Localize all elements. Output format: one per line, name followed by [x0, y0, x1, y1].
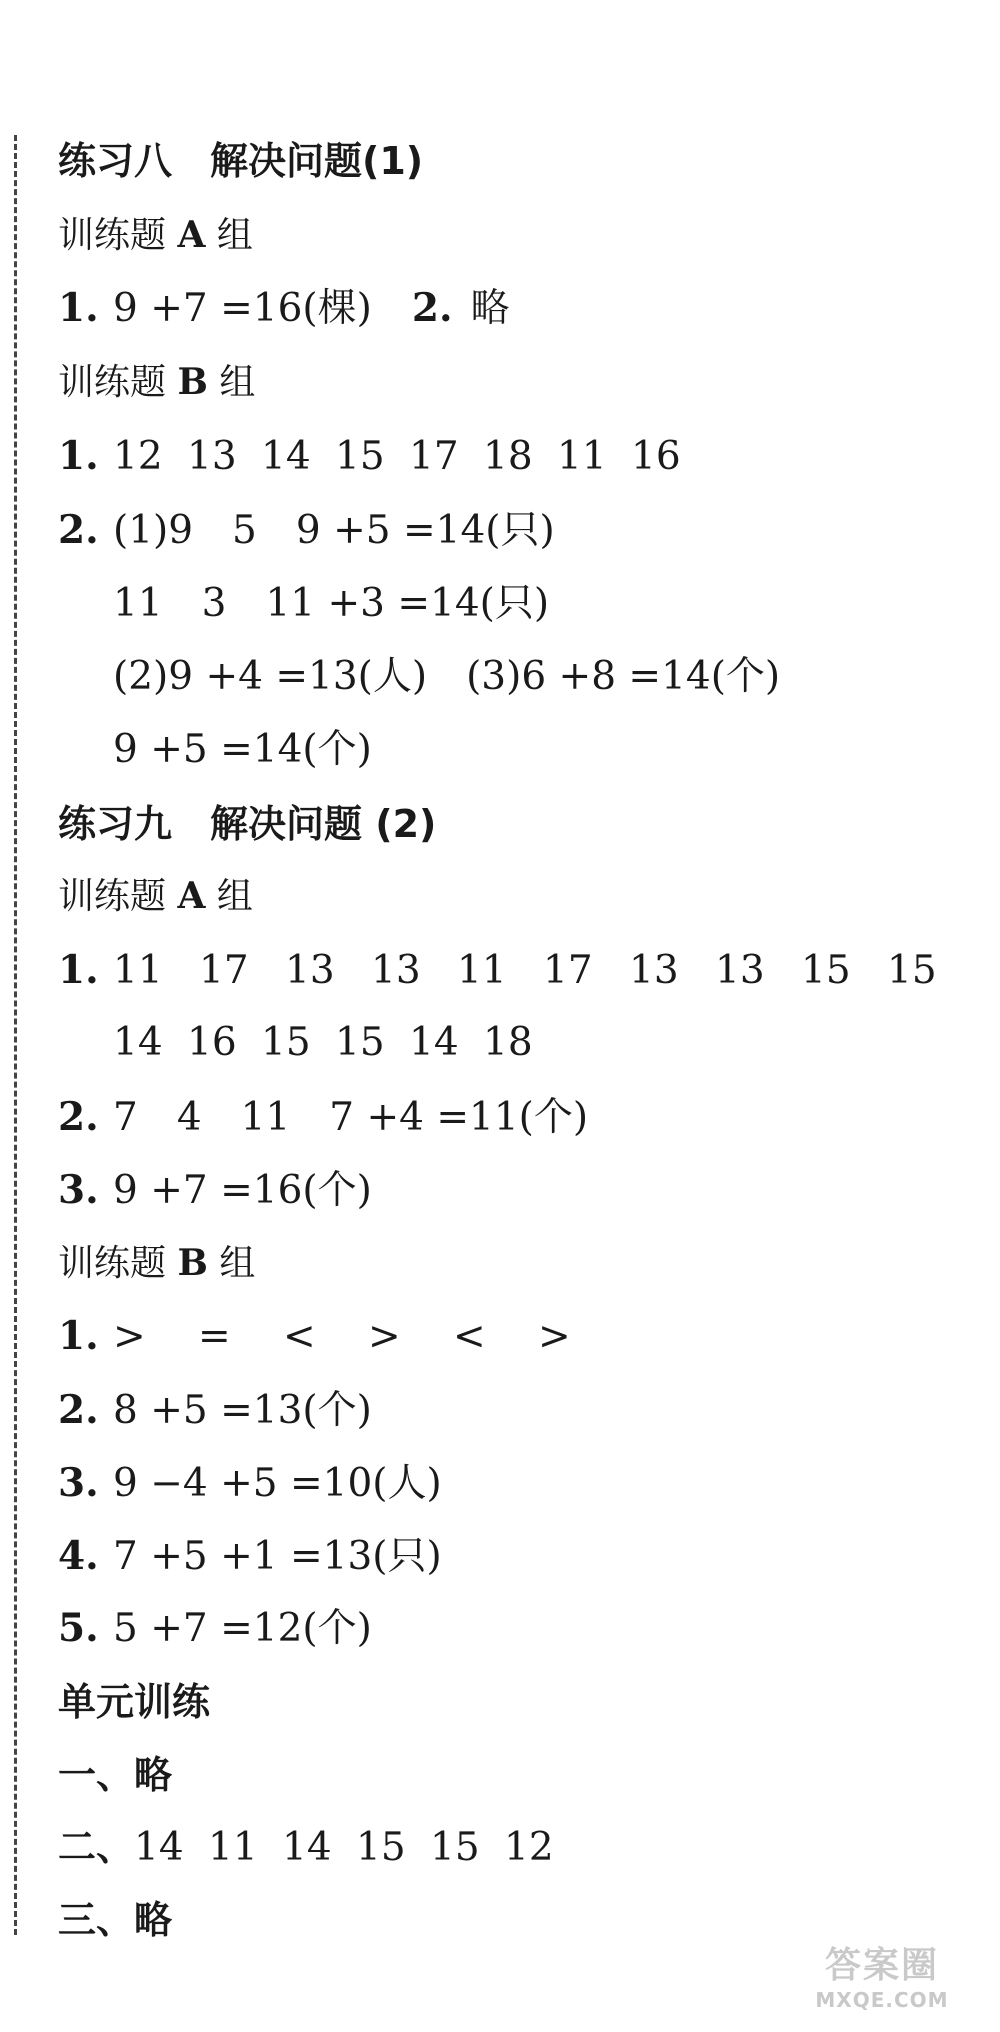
answer-value: 16 — [631, 434, 681, 479]
section8-groupA-label: 训练题 A 组 — [58, 214, 253, 256]
section9-groupB-q3: 3. 9 −4 +5 =10(人) — [58, 1460, 442, 1506]
answer-value: 11 — [208, 1825, 258, 1870]
section8-groupB-q1: 1. 12 13 14 15 17 18 11 16 — [58, 426, 705, 486]
section9-groupA-label: 训练题 A 组 — [58, 875, 253, 917]
answer-value: 17 — [409, 434, 459, 479]
value-row — [113, 941, 973, 1001]
answer-value: 15 — [887, 948, 937, 993]
comparison-symbol: > — [368, 1314, 401, 1359]
section8-groupA-answers: 1. 9 +7 =16(棵) 2. 略 — [58, 285, 510, 331]
answer-value: 15 — [356, 1825, 406, 1870]
watermark-logo: 答案圈 MXQE.COM — [815, 1945, 949, 2012]
answer-value: 14 — [113, 1020, 163, 1065]
answer-value: 17 — [199, 948, 249, 993]
answer-value: 15 — [430, 1825, 480, 1870]
answer-value: 15 — [335, 434, 385, 479]
answer-value: 17 — [543, 948, 593, 993]
value-row — [113, 1013, 557, 1073]
answer-value: 12 — [113, 434, 163, 479]
answer-value: 13 — [629, 948, 679, 993]
unit-title: 单元训练 — [58, 1680, 211, 1724]
section8-groupB-q2-line2: 11 3 11 +3 =14(只) — [113, 581, 550, 626]
answer-value: 14 — [409, 1020, 459, 1065]
section8-groupB-q2-line3: (2)9 +4 =13(人) (3)6 +8 =14(个) — [113, 654, 781, 699]
section9-groupB-label: 训练题 B 组 — [58, 1242, 256, 1284]
value-row — [134, 1818, 578, 1878]
comparison-symbol: > — [538, 1314, 571, 1359]
answer-value: 11 — [557, 434, 607, 479]
answer-value: 15 — [261, 1020, 311, 1065]
dashed-margin-line — [14, 135, 17, 1935]
section9-groupB-q2: 2. 8 +5 =13(个) — [58, 1387, 372, 1433]
answer-value: 15 — [801, 948, 851, 993]
section9-groupA-q1-row2 — [113, 1013, 557, 1073]
section9-groupB-q4: 4. 7 +5 +1 =13(只) — [58, 1533, 442, 1579]
section9-title: 练习九 解决问题 (2) — [58, 802, 437, 846]
value-row — [113, 427, 705, 487]
answer-value: 13 — [187, 434, 237, 479]
answer-value: 14 — [134, 1825, 184, 1870]
unit-part2: 二、 14 11 14 15 15 12 — [58, 1817, 578, 1877]
comparison-symbol: < — [453, 1314, 486, 1359]
answer-value: 15 — [335, 1020, 385, 1065]
section9-groupB-q1: 1. > = < > < > — [58, 1306, 623, 1366]
unit-part3: 三、略 — [58, 1898, 173, 1942]
section9-groupA-q1-row1: 1. 11 17 13 13 11 17 13 13 15 15 — [58, 940, 973, 1000]
answer-value: 18 — [483, 1020, 533, 1065]
answer-value: 14 — [282, 1825, 332, 1870]
answer-value: 13 — [715, 948, 765, 993]
answer-value: 11 — [113, 948, 163, 993]
section9-groupB-q5: 5. 5 +7 =12(个) — [58, 1605, 372, 1651]
section9-groupA-q3: 3. 9 +7 =16(个) — [58, 1167, 372, 1213]
unit-part1: 一、略 — [58, 1753, 173, 1797]
answer-value: 16 — [187, 1020, 237, 1065]
section8-title: 练习八 解决问题(1) — [58, 139, 424, 183]
symbol-row — [113, 1307, 623, 1367]
section8-groupB-q2-line1: 2. (1)9 5 9 +5 =14(只) — [58, 507, 555, 553]
comparison-symbol: = — [198, 1314, 231, 1359]
section9-groupA-q2: 2. 7 4 11 7 +4 =11(个) — [58, 1094, 589, 1140]
section8-groupB-q2-line4: 9 +5 =14(个) — [113, 727, 372, 772]
answer-value: 13 — [371, 948, 421, 993]
answer-value: 12 — [504, 1825, 554, 1870]
section8-groupB-label: 训练题 B 组 — [58, 361, 256, 403]
answer-value: 13 — [285, 948, 335, 993]
comparison-symbol: > — [113, 1314, 146, 1359]
answer-value: 14 — [261, 434, 311, 479]
answer-value: 18 — [483, 434, 533, 479]
answer-value: 11 — [457, 948, 507, 993]
comparison-symbol: < — [283, 1314, 316, 1359]
